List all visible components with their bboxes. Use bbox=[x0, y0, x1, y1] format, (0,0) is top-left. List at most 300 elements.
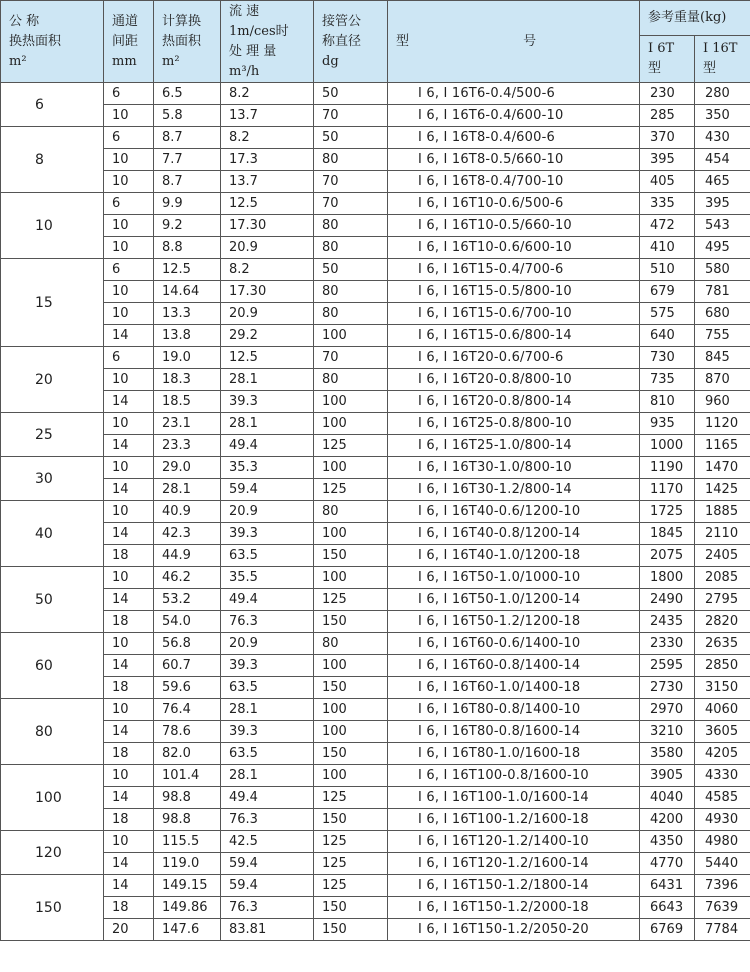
spacing-cell: 18 bbox=[104, 809, 154, 831]
flow-cell: 28.1 bbox=[221, 413, 314, 435]
model-cell: Ⅰ 6, Ⅰ 16T25-0.8/800-10 bbox=[388, 413, 640, 435]
weight-6t-cell: 4770 bbox=[640, 853, 695, 875]
model-cell: Ⅰ 6, Ⅰ 16T60-0.8/1400-14 bbox=[388, 655, 640, 677]
table-row bbox=[1, 237, 750, 259]
pipe-cell: 125 bbox=[314, 831, 388, 853]
calc-area-cell: 76.4 bbox=[154, 699, 221, 721]
spacing-cell: 14 bbox=[104, 391, 154, 413]
spacing-cell: 14 bbox=[104, 479, 154, 501]
spacing-cell: 10 bbox=[104, 633, 154, 655]
header-text: 流 速 bbox=[229, 3, 260, 19]
weight-6t-cell: 935 bbox=[640, 413, 695, 435]
weight-6t-cell: 370 bbox=[640, 127, 695, 149]
weight-16t-cell: 4585 bbox=[695, 787, 750, 809]
model-cell: Ⅰ 6, Ⅰ 16T100-1.2/1600-18 bbox=[388, 809, 640, 831]
weight-16t-cell: 495 bbox=[695, 237, 750, 259]
table-row bbox=[1, 325, 750, 347]
weight-16t-cell: 5440 bbox=[695, 853, 750, 875]
flow-cell: 20.9 bbox=[221, 237, 314, 259]
weight-16t-cell: 580 bbox=[695, 259, 750, 281]
weight-6t-cell: 4350 bbox=[640, 831, 695, 853]
model-cell: Ⅰ 6, Ⅰ 16T50-1.2/1200-18 bbox=[388, 611, 640, 633]
calc-area-cell: 59.6 bbox=[154, 677, 221, 699]
model-cell: Ⅰ 6, Ⅰ 16T20-0.8/800-14 bbox=[388, 391, 640, 413]
weight-16t-cell: 680 bbox=[695, 303, 750, 325]
spacing-cell: 10 bbox=[104, 281, 154, 303]
model-cell: Ⅰ 6, Ⅰ 16T15-0.5/800-10 bbox=[388, 281, 640, 303]
spacing-cell: 14 bbox=[104, 787, 154, 809]
weight-6t-cell: 472 bbox=[640, 215, 695, 237]
weight-16t-cell: 395 bbox=[695, 193, 750, 215]
flow-cell: 42.5 bbox=[221, 831, 314, 853]
header-model-left: 型 bbox=[396, 33, 410, 49]
flow-cell: 63.5 bbox=[221, 743, 314, 765]
flow-cell: 28.1 bbox=[221, 699, 314, 721]
table-row bbox=[1, 457, 750, 479]
flow-cell: 76.3 bbox=[221, 897, 314, 919]
weight-16t-cell: 3605 bbox=[695, 721, 750, 743]
weight-6t-cell: 285 bbox=[640, 105, 695, 127]
flow-cell: 63.5 bbox=[221, 677, 314, 699]
header-calc-area bbox=[154, 1, 221, 83]
calc-area-cell: 149.15 bbox=[154, 875, 221, 897]
spacing-cell: 18 bbox=[104, 897, 154, 919]
model-cell: Ⅰ 6, Ⅰ 16T6-0.4/600-10 bbox=[388, 105, 640, 127]
flow-cell: 59.4 bbox=[221, 875, 314, 897]
area-cell: 50 bbox=[1, 567, 104, 633]
pipe-cell: 150 bbox=[314, 545, 388, 567]
calc-area-cell: 18.3 bbox=[154, 369, 221, 391]
weight-16t-cell: 7639 bbox=[695, 897, 750, 919]
pipe-cell: 125 bbox=[314, 589, 388, 611]
header-text: 型 bbox=[648, 61, 662, 76]
model-cell: Ⅰ 6, Ⅰ 16T15-0.6/800-14 bbox=[388, 325, 640, 347]
calc-area-cell: 147.6 bbox=[154, 919, 221, 941]
pipe-cell: 125 bbox=[314, 853, 388, 875]
weight-6t-cell: 395 bbox=[640, 149, 695, 171]
spacing-cell: 18 bbox=[104, 545, 154, 567]
calc-area-cell: 8.7 bbox=[154, 127, 221, 149]
pipe-cell: 125 bbox=[314, 787, 388, 809]
flow-cell: 17.30 bbox=[221, 215, 314, 237]
spacing-cell: 14 bbox=[104, 325, 154, 347]
flow-cell: 35.5 bbox=[221, 567, 314, 589]
spacing-cell: 10 bbox=[104, 765, 154, 787]
header-text: m² bbox=[162, 53, 180, 69]
pipe-cell: 125 bbox=[314, 479, 388, 501]
calc-area-cell: 44.9 bbox=[154, 545, 221, 567]
table-row bbox=[1, 545, 750, 567]
calc-area-cell: 13.8 bbox=[154, 325, 221, 347]
flow-cell: 39.3 bbox=[221, 655, 314, 677]
weight-6t-cell: 2595 bbox=[640, 655, 695, 677]
flow-cell: 49.4 bbox=[221, 787, 314, 809]
weight-16t-cell: 870 bbox=[695, 369, 750, 391]
model-cell: Ⅰ 6, Ⅰ 16T80-1.0/1600-18 bbox=[388, 743, 640, 765]
pipe-cell: 100 bbox=[314, 391, 388, 413]
weight-16t-cell: 543 bbox=[695, 215, 750, 237]
weight-6t-cell: 735 bbox=[640, 369, 695, 391]
pipe-cell: 50 bbox=[314, 259, 388, 281]
weight-6t-cell: 230 bbox=[640, 83, 695, 105]
calc-area-cell: 7.7 bbox=[154, 149, 221, 171]
table-row bbox=[1, 633, 750, 655]
weight-6t-cell: 3905 bbox=[640, 765, 695, 787]
header-weight-group: 参考重量(kg) bbox=[640, 1, 750, 36]
table-row bbox=[1, 215, 750, 237]
table-row bbox=[1, 435, 750, 457]
area-cell: 60 bbox=[1, 633, 104, 699]
pipe-cell: 50 bbox=[314, 127, 388, 149]
table-row bbox=[1, 83, 750, 105]
spacing-cell: 6 bbox=[104, 347, 154, 369]
table-row bbox=[1, 193, 750, 215]
weight-6t-cell: 6769 bbox=[640, 919, 695, 941]
calc-area-cell: 8.8 bbox=[154, 237, 221, 259]
flow-cell: 17.3 bbox=[221, 149, 314, 171]
area-cell: 10 bbox=[1, 193, 104, 259]
model-cell: Ⅰ 6, Ⅰ 16T40-0.8/1200-14 bbox=[388, 523, 640, 545]
model-cell: Ⅰ 6, Ⅰ 16T120-1.2/1600-14 bbox=[388, 853, 640, 875]
weight-16t-cell: 3150 bbox=[695, 677, 750, 699]
calc-area-cell: 115.5 bbox=[154, 831, 221, 853]
table-row bbox=[1, 765, 750, 787]
weight-16t-cell: 1470 bbox=[695, 457, 750, 479]
header-channel-spacing bbox=[104, 1, 154, 83]
model-cell: Ⅰ 6, Ⅰ 16T10-0.6/600-10 bbox=[388, 237, 640, 259]
model-cell: Ⅰ 6, Ⅰ 16T50-1.0/1200-14 bbox=[388, 589, 640, 611]
calc-area-cell: 23.1 bbox=[154, 413, 221, 435]
header-text: 接管公 bbox=[322, 13, 362, 29]
flow-cell: 83.81 bbox=[221, 919, 314, 941]
calc-area-cell: 6.5 bbox=[154, 83, 221, 105]
model-cell: Ⅰ 6, Ⅰ 16T100-0.8/1600-10 bbox=[388, 765, 640, 787]
area-cell: 15 bbox=[1, 259, 104, 347]
weight-6t-cell: 730 bbox=[640, 347, 695, 369]
pipe-cell: 100 bbox=[314, 457, 388, 479]
weight-6t-cell: 6431 bbox=[640, 875, 695, 897]
weight-6t-cell: 3210 bbox=[640, 721, 695, 743]
pipe-cell: 150 bbox=[314, 611, 388, 633]
pipe-cell: 70 bbox=[314, 105, 388, 127]
weight-16t-cell: 781 bbox=[695, 281, 750, 303]
pipe-cell: 100 bbox=[314, 699, 388, 721]
weight-6t-cell: 679 bbox=[640, 281, 695, 303]
spacing-cell: 6 bbox=[104, 193, 154, 215]
flow-cell: 28.1 bbox=[221, 765, 314, 787]
weight-16t-cell: 2110 bbox=[695, 523, 750, 545]
flow-cell: 20.9 bbox=[221, 501, 314, 523]
table-row bbox=[1, 743, 750, 765]
weight-16t-cell: 2820 bbox=[695, 611, 750, 633]
spacing-cell: 6 bbox=[104, 259, 154, 281]
pipe-cell: 80 bbox=[314, 303, 388, 325]
area-cell: 120 bbox=[1, 831, 104, 875]
table-row bbox=[1, 853, 750, 875]
pipe-cell: 80 bbox=[314, 633, 388, 655]
table-row bbox=[1, 303, 750, 325]
flow-cell: 49.4 bbox=[221, 435, 314, 457]
weight-16t-cell: 1120 bbox=[695, 413, 750, 435]
spacing-cell: 10 bbox=[104, 831, 154, 853]
weight-6t-cell: 2075 bbox=[640, 545, 695, 567]
spacing-cell: 10 bbox=[104, 369, 154, 391]
spacing-cell: 18 bbox=[104, 677, 154, 699]
pipe-cell: 80 bbox=[314, 215, 388, 237]
weight-16t-cell: 845 bbox=[695, 347, 750, 369]
table-row bbox=[1, 677, 750, 699]
table-row bbox=[1, 369, 750, 391]
table-row bbox=[1, 149, 750, 171]
table-row bbox=[1, 127, 750, 149]
model-cell: Ⅰ 6, Ⅰ 16T100-1.0/1600-14 bbox=[388, 787, 640, 809]
calc-area-cell: 29.0 bbox=[154, 457, 221, 479]
header-pipe-diameter bbox=[314, 1, 388, 83]
calc-area-cell: 98.8 bbox=[154, 809, 221, 831]
header-model bbox=[388, 1, 640, 83]
model-cell: Ⅰ 6, Ⅰ 16T150-1.2/1800-14 bbox=[388, 875, 640, 897]
spacing-cell: 18 bbox=[104, 611, 154, 633]
model-cell: Ⅰ 6, Ⅰ 16T25-1.0/800-14 bbox=[388, 435, 640, 457]
flow-cell: 20.9 bbox=[221, 303, 314, 325]
weight-16t-cell: 1885 bbox=[695, 501, 750, 523]
table-row bbox=[1, 831, 750, 853]
calc-area-cell: 18.5 bbox=[154, 391, 221, 413]
flow-cell: 8.2 bbox=[221, 83, 314, 105]
area-cell: 25 bbox=[1, 413, 104, 457]
header-text: 型 bbox=[703, 61, 717, 76]
pipe-cell: 70 bbox=[314, 193, 388, 215]
table-row bbox=[1, 413, 750, 435]
weight-6t-cell: 3580 bbox=[640, 743, 695, 765]
weight-16t-cell: 4205 bbox=[695, 743, 750, 765]
calc-area-cell: 12.5 bbox=[154, 259, 221, 281]
weight-16t-cell: 1425 bbox=[695, 479, 750, 501]
model-cell: Ⅰ 6, Ⅰ 16T30-1.2/800-14 bbox=[388, 479, 640, 501]
table-row bbox=[1, 479, 750, 501]
table-row bbox=[1, 347, 750, 369]
weight-6t-cell: 410 bbox=[640, 237, 695, 259]
header-text: mm bbox=[112, 53, 137, 69]
model-cell: Ⅰ 6, Ⅰ 16T40-0.6/1200-10 bbox=[388, 501, 640, 523]
area-cell: 30 bbox=[1, 457, 104, 501]
spacing-cell: 14 bbox=[104, 435, 154, 457]
calc-area-cell: 8.7 bbox=[154, 171, 221, 193]
calc-area-cell: 46.2 bbox=[154, 567, 221, 589]
table-row bbox=[1, 809, 750, 831]
pipe-cell: 80 bbox=[314, 237, 388, 259]
model-cell: Ⅰ 6, Ⅰ 16T150-1.2/2000-18 bbox=[388, 897, 640, 919]
spacing-cell: 10 bbox=[104, 303, 154, 325]
model-cell: Ⅰ 6, Ⅰ 16T6-0.4/500-6 bbox=[388, 83, 640, 105]
pipe-cell: 150 bbox=[314, 919, 388, 941]
flow-cell: 35.3 bbox=[221, 457, 314, 479]
spacing-cell: 18 bbox=[104, 743, 154, 765]
model-cell: Ⅰ 6, Ⅰ 16T150-1.2/2050-20 bbox=[388, 919, 640, 941]
spacing-cell: 6 bbox=[104, 127, 154, 149]
header-text: Ⅰ 6T bbox=[648, 41, 675, 56]
flow-cell: 8.2 bbox=[221, 127, 314, 149]
weight-16t-cell: 4060 bbox=[695, 699, 750, 721]
table-row bbox=[1, 655, 750, 677]
weight-16t-cell: 7396 bbox=[695, 875, 750, 897]
calc-area-cell: 54.0 bbox=[154, 611, 221, 633]
spacing-cell: 14 bbox=[104, 721, 154, 743]
model-cell: Ⅰ 6, Ⅰ 16T80-0.8/1600-14 bbox=[388, 721, 640, 743]
weight-16t-cell: 7784 bbox=[695, 919, 750, 941]
model-cell: Ⅰ 6, Ⅰ 16T10-0.6/500-6 bbox=[388, 193, 640, 215]
header-text: 1m/ces时 bbox=[229, 23, 289, 39]
header-text: m² bbox=[9, 53, 27, 69]
pipe-cell: 125 bbox=[314, 435, 388, 457]
pipe-cell: 150 bbox=[314, 897, 388, 919]
pipe-cell: 70 bbox=[314, 171, 388, 193]
calc-area-cell: 149.86 bbox=[154, 897, 221, 919]
pipe-cell: 80 bbox=[314, 281, 388, 303]
weight-16t-cell: 430 bbox=[695, 127, 750, 149]
weight-6t-cell: 4200 bbox=[640, 809, 695, 831]
area-cell: 20 bbox=[1, 347, 104, 413]
pipe-cell: 150 bbox=[314, 809, 388, 831]
area-cell: 100 bbox=[1, 765, 104, 831]
spacing-cell: 10 bbox=[104, 501, 154, 523]
model-cell: Ⅰ 6, Ⅰ 16T30-1.0/800-10 bbox=[388, 457, 640, 479]
table-row bbox=[1, 391, 750, 413]
table-row bbox=[1, 699, 750, 721]
weight-16t-cell: 1165 bbox=[695, 435, 750, 457]
table-header bbox=[1, 1, 750, 83]
pipe-cell: 150 bbox=[314, 677, 388, 699]
spacing-cell: 10 bbox=[104, 413, 154, 435]
header-text: dg bbox=[322, 53, 339, 69]
weight-6t-cell: 575 bbox=[640, 303, 695, 325]
pipe-cell: 70 bbox=[314, 347, 388, 369]
weight-16t-cell: 960 bbox=[695, 391, 750, 413]
weight-16t-cell: 2795 bbox=[695, 589, 750, 611]
spacing-cell: 10 bbox=[104, 699, 154, 721]
flow-cell: 39.3 bbox=[221, 523, 314, 545]
calc-area-cell: 9.9 bbox=[154, 193, 221, 215]
weight-16t-cell: 4330 bbox=[695, 765, 750, 787]
pipe-cell: 50 bbox=[314, 83, 388, 105]
header-weight-6t bbox=[640, 36, 695, 83]
model-cell: Ⅰ 6, Ⅰ 16T10-0.5/660-10 bbox=[388, 215, 640, 237]
pipe-cell: 100 bbox=[314, 765, 388, 787]
flow-cell: 20.9 bbox=[221, 633, 314, 655]
area-cell: 6 bbox=[1, 83, 104, 127]
area-cell: 80 bbox=[1, 699, 104, 765]
table-row bbox=[1, 523, 750, 545]
weight-6t-cell: 335 bbox=[640, 193, 695, 215]
weight-16t-cell: 2850 bbox=[695, 655, 750, 677]
area-cell: 8 bbox=[1, 127, 104, 193]
pipe-cell: 150 bbox=[314, 743, 388, 765]
calc-area-cell: 9.2 bbox=[154, 215, 221, 237]
table-row bbox=[1, 105, 750, 127]
weight-6t-cell: 810 bbox=[640, 391, 695, 413]
calc-area-cell: 53.2 bbox=[154, 589, 221, 611]
weight-6t-cell: 4040 bbox=[640, 787, 695, 809]
spacing-cell: 14 bbox=[104, 589, 154, 611]
pipe-cell: 125 bbox=[314, 875, 388, 897]
calc-area-cell: 82.0 bbox=[154, 743, 221, 765]
calc-area-cell: 56.8 bbox=[154, 633, 221, 655]
table-row bbox=[1, 919, 750, 941]
spacing-cell: 14 bbox=[104, 853, 154, 875]
flow-cell: 59.4 bbox=[221, 479, 314, 501]
spacing-cell: 10 bbox=[104, 171, 154, 193]
pipe-cell: 80 bbox=[314, 369, 388, 391]
model-cell: Ⅰ 6, Ⅰ 16T80-0.8/1400-10 bbox=[388, 699, 640, 721]
calc-area-cell: 28.1 bbox=[154, 479, 221, 501]
weight-16t-cell: 280 bbox=[695, 83, 750, 105]
pipe-cell: 80 bbox=[314, 501, 388, 523]
model-cell: Ⅰ 6, Ⅰ 16T8-0.5/660-10 bbox=[388, 149, 640, 171]
spacing-cell: 20 bbox=[104, 919, 154, 941]
header-text: 计算换 bbox=[162, 13, 202, 29]
table-row bbox=[1, 589, 750, 611]
calc-area-cell: 98.8 bbox=[154, 787, 221, 809]
spacing-cell: 10 bbox=[104, 237, 154, 259]
header-text: 处 理 量 bbox=[229, 43, 277, 59]
header-text: 热面积 bbox=[162, 33, 202, 49]
calc-area-cell: 60.7 bbox=[154, 655, 221, 677]
table-row bbox=[1, 501, 750, 523]
model-cell: Ⅰ 6, Ⅰ 16T60-0.6/1400-10 bbox=[388, 633, 640, 655]
spacing-cell: 6 bbox=[104, 83, 154, 105]
model-cell: Ⅰ 6, Ⅰ 16T15-0.6/700-10 bbox=[388, 303, 640, 325]
pipe-cell: 100 bbox=[314, 721, 388, 743]
flow-cell: 76.3 bbox=[221, 809, 314, 831]
spacing-cell: 14 bbox=[104, 655, 154, 677]
model-cell: Ⅰ 6, Ⅰ 16T20-0.8/800-10 bbox=[388, 369, 640, 391]
weight-6t-cell: 1800 bbox=[640, 567, 695, 589]
flow-cell: 8.2 bbox=[221, 259, 314, 281]
flow-cell: 29.2 bbox=[221, 325, 314, 347]
header-text: m³/h bbox=[229, 63, 260, 79]
model-cell: Ⅰ 6, Ⅰ 16T20-0.6/700-6 bbox=[388, 347, 640, 369]
spacing-cell: 10 bbox=[104, 105, 154, 127]
header-flow-capacity bbox=[221, 1, 314, 83]
calc-area-cell: 42.3 bbox=[154, 523, 221, 545]
weight-16t-cell: 454 bbox=[695, 149, 750, 171]
model-cell: Ⅰ 6, Ⅰ 16T40-1.0/1200-18 bbox=[388, 545, 640, 567]
weight-6t-cell: 6643 bbox=[640, 897, 695, 919]
weight-16t-cell: 755 bbox=[695, 325, 750, 347]
pipe-cell: 80 bbox=[314, 149, 388, 171]
table-row bbox=[1, 567, 750, 589]
pipe-cell: 100 bbox=[314, 567, 388, 589]
flow-cell: 17.30 bbox=[221, 281, 314, 303]
flow-cell: 49.4 bbox=[221, 589, 314, 611]
weight-16t-cell: 4930 bbox=[695, 809, 750, 831]
pipe-cell: 100 bbox=[314, 523, 388, 545]
model-cell: Ⅰ 6, Ⅰ 16T15-0.4/700-6 bbox=[388, 259, 640, 281]
weight-16t-cell: 2085 bbox=[695, 567, 750, 589]
table-row bbox=[1, 171, 750, 193]
weight-6t-cell: 2435 bbox=[640, 611, 695, 633]
header-weight-16t bbox=[695, 36, 750, 83]
flow-cell: 39.3 bbox=[221, 721, 314, 743]
weight-6t-cell: 405 bbox=[640, 171, 695, 193]
table-row bbox=[1, 281, 750, 303]
pipe-cell: 100 bbox=[314, 325, 388, 347]
calc-area-cell: 119.0 bbox=[154, 853, 221, 875]
weight-6t-cell: 510 bbox=[640, 259, 695, 281]
weight-16t-cell: 2635 bbox=[695, 633, 750, 655]
area-cell: 40 bbox=[1, 501, 104, 567]
model-cell: Ⅰ 6, Ⅰ 16T120-1.2/1400-10 bbox=[388, 831, 640, 853]
